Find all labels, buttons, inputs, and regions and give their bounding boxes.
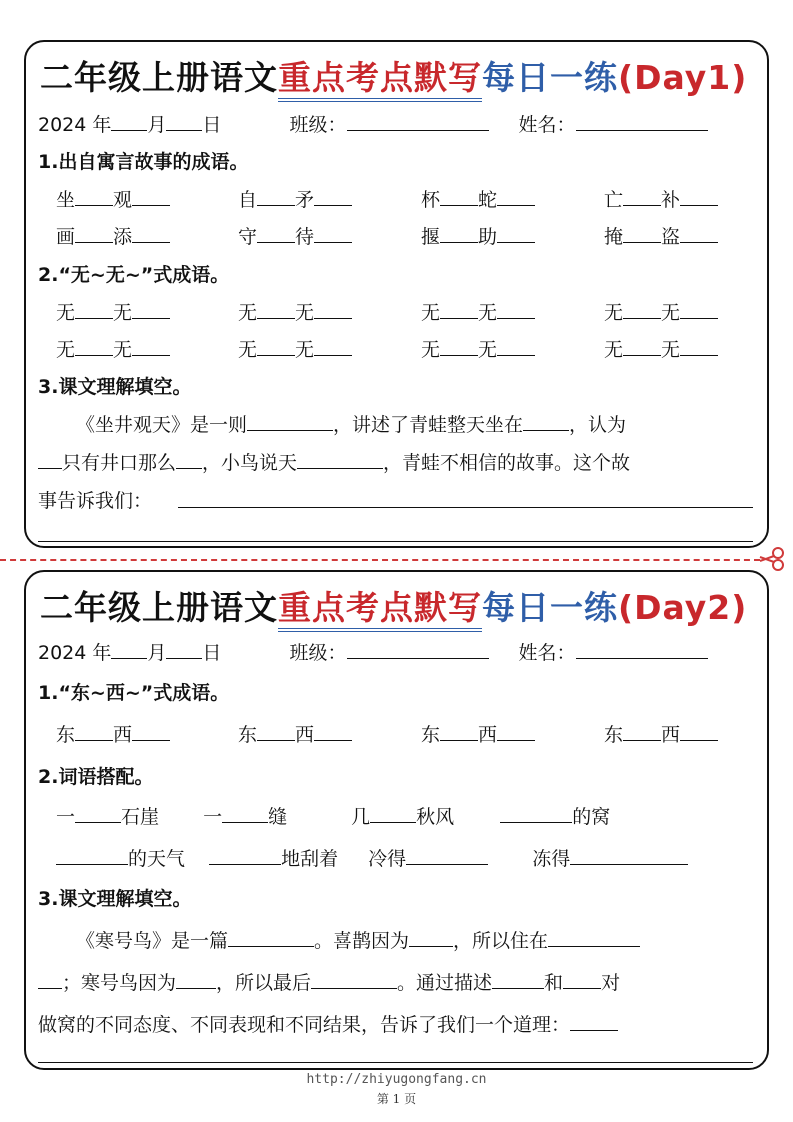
q2-heading-day2: 2.词语搭配。 bbox=[38, 766, 154, 788]
title-day1: 二年级上册语文重点考点默写每日一练(Day1) bbox=[40, 52, 747, 99]
pairing-row2: 的天气 地刮着 冷得 冻得 bbox=[56, 844, 688, 871]
idiom-item: 坐 观 bbox=[56, 185, 170, 212]
answer-line[interactable] bbox=[178, 507, 753, 508]
q3-heading-day1: 3.课文理解填空。 bbox=[38, 376, 192, 398]
idiom-item: 掩 盗 bbox=[604, 222, 718, 249]
idiom-item: 无 无 bbox=[604, 335, 718, 362]
idiom-item: 无 无 bbox=[421, 298, 535, 325]
idiom-item: 守 待 bbox=[238, 222, 352, 249]
answer-line[interactable] bbox=[38, 541, 753, 542]
answer-line[interactable] bbox=[38, 1062, 753, 1063]
worksheet-day2 bbox=[24, 570, 769, 1070]
idiom-item: 东 西 bbox=[238, 720, 352, 747]
idiom-item: 无 无 bbox=[56, 335, 170, 362]
name-blank[interactable] bbox=[576, 640, 708, 659]
idiom-item: 东 西 bbox=[604, 720, 718, 747]
info-row-day1: 2024 年 月 日 班级： 姓名： bbox=[38, 110, 708, 137]
idiom-item: 杯 蛇 bbox=[421, 185, 535, 212]
idiom-item: 亡 补 bbox=[604, 185, 718, 212]
name-blank[interactable] bbox=[576, 112, 708, 131]
day-blank[interactable] bbox=[166, 112, 202, 131]
idiom-item: 无 无 bbox=[56, 298, 170, 325]
q1-heading-day1: 1.出自寓言故事的成语。 bbox=[38, 151, 249, 173]
idiom-item: 无 无 bbox=[238, 298, 352, 325]
class-blank[interactable] bbox=[347, 112, 489, 131]
footer-url[interactable]: http://zhiyugongfang.cn bbox=[306, 1072, 487, 1087]
idiom-item: 揠 助 bbox=[421, 222, 535, 249]
page-number: 第 1 页 bbox=[376, 1092, 417, 1106]
q3-line3-day1: 事告诉我们： bbox=[38, 490, 153, 512]
idiom-item: 自 矛 bbox=[238, 185, 352, 212]
idiom-item: 无 无 bbox=[421, 335, 535, 362]
day-blank[interactable] bbox=[166, 640, 202, 659]
idiom-item: 无 无 bbox=[238, 335, 352, 362]
month-blank[interactable] bbox=[111, 640, 147, 659]
q3-line3-day2: 做窝的不同态度、不同表现和不同结果，告诉了我们一个道理： bbox=[38, 1010, 618, 1037]
q1-heading-day2: 1.“东~西~”式成语。 bbox=[38, 682, 230, 704]
idiom-item: 东 西 bbox=[56, 720, 170, 747]
idiom-item: 画 添 bbox=[56, 222, 170, 249]
q3-heading-day2: 3.课文理解填空。 bbox=[38, 888, 192, 910]
title-day2: 二年级上册语文重点考点默写每日一练(Day2) bbox=[40, 582, 747, 629]
pairing-row1: 一 石崖 一 缝 几 秋风 的窝 bbox=[56, 806, 611, 828]
idiom-item: 无 无 bbox=[604, 298, 718, 325]
worksheet-day1 bbox=[24, 40, 769, 548]
q3-line2-day1: 只有井口那么 ，小鸟说天 ，青蛙不相信的故事。这个故 bbox=[38, 448, 630, 475]
class-blank[interactable] bbox=[347, 640, 489, 659]
month-blank[interactable] bbox=[111, 112, 147, 131]
info-row-day2: 2024 年 月 日 班级： 姓名： bbox=[38, 638, 708, 665]
q3-line2-day2: ；寒号鸟因为 ，所以最后 。通过描述 和 对 bbox=[38, 968, 620, 995]
q3-line1-day2: 《寒号鸟》是一篇 。喜鹊因为 ，所以住在 bbox=[76, 926, 640, 953]
scissors-icon bbox=[758, 546, 786, 572]
idiom-item: 东 西 bbox=[421, 720, 535, 747]
q3-line1-day1: 《坐井观天》是一则 ，讲述了青蛙整天坐在 ，认为 bbox=[76, 414, 627, 436]
q2-heading-day1: 2.“无~无~”式成语。 bbox=[38, 264, 230, 286]
cut-line bbox=[0, 559, 760, 561]
